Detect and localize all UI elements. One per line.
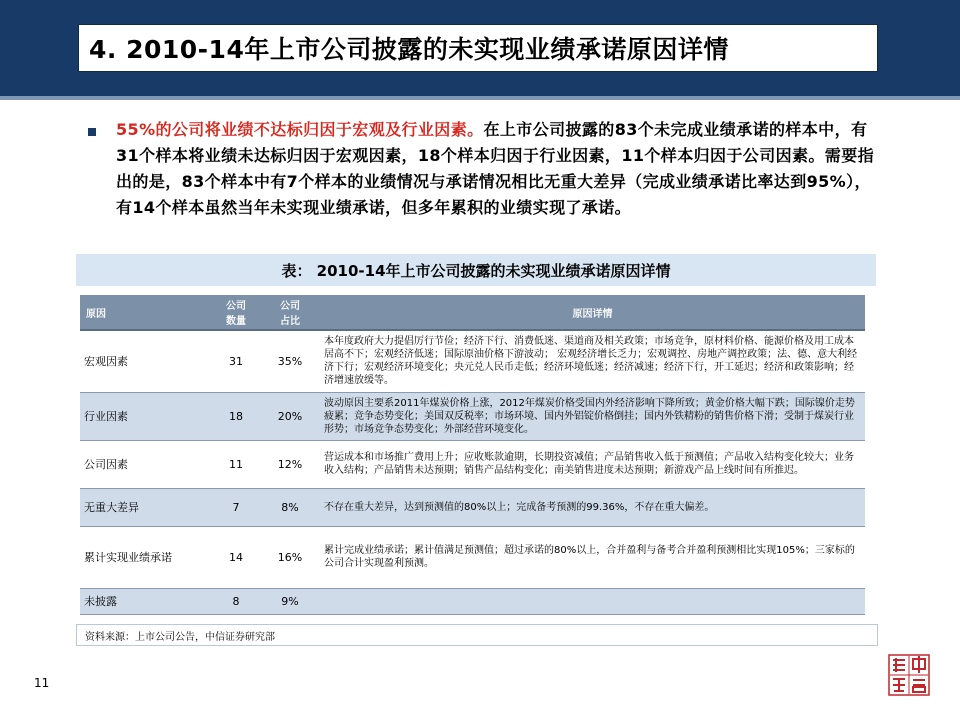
row-reason: 未披露 (80, 588, 212, 614)
row-reason: 行业因素 (80, 392, 212, 440)
header-count-line2: 数量 (226, 316, 246, 327)
table-row (80, 392, 865, 440)
row-detail (320, 588, 865, 614)
row-detail: 波动原因主要系2011年煤炭价格上涨，2012年煤炭价格受国内外经济影响下降所致；黄金价格大幅下跌；国际镍价走势疲累；竞争态势变化；美国双反税率；市场环境、国内外铝锭价格倒挂；国内外铁精粉的销售价格下滑；受制于煤炭行业形势；市场竞争态势变化；外部经营环境变化。 (320, 392, 865, 440)
highlight-sentence: 55%的公司将业绩不达标归因于宏观及行业因素。 (116, 120, 484, 139)
row-count: 7 (212, 488, 260, 526)
header-share-line2: 占比 (280, 316, 300, 327)
row-share: 8% (260, 488, 320, 526)
title-box (78, 24, 878, 72)
row-reason: 宏观因素 (80, 330, 212, 392)
table-row (80, 330, 865, 392)
row-share: 12% (260, 440, 320, 488)
table-header-row (80, 295, 865, 330)
slide-title: 4. 2010-14年上市公司披露的未实现业绩承诺原因详情 (89, 35, 729, 64)
row-count: 14 (212, 526, 260, 588)
row-detail: 营运成本和市场推广费用上升；应收账款逾期，长期投资减值；产品销售收入低于预测值；产品收入结构变化较大；业务收入结构；产品销售未达预期；销售产品结构变化；南美销售进度未达预期；新游戏产品上线时间有所推迟。 (320, 440, 865, 488)
summary-paragraph (116, 117, 876, 221)
row-share: 9% (260, 588, 320, 614)
table-caption: 表： 2010-14年上市公司披露的未实现业绩承诺原因详情 (76, 254, 876, 286)
row-count: 31 (212, 330, 260, 392)
row-share: 16% (260, 526, 320, 588)
row-detail: 累计完成业绩承诺；累计值满足预测值；超过承诺的80%以上，合并盈利与备考合并盈利预测相比实现105%；三家标的公司合计实现盈利预测。 (320, 526, 865, 588)
header-count (212, 295, 260, 330)
row-count: 18 (212, 392, 260, 440)
row-share: 35% (260, 330, 320, 392)
header-reason: 原因 (80, 295, 212, 330)
citic-securities-logo-icon (888, 654, 930, 696)
row-reason: 累计实现业绩承诺 (80, 526, 212, 588)
reasons-table (80, 295, 865, 615)
bullet-square-icon (88, 128, 96, 136)
table-row (80, 526, 865, 588)
row-share: 20% (260, 392, 320, 440)
row-reason: 无重大差异 (80, 488, 212, 526)
header-count-line1: 公司 (226, 301, 246, 312)
table-row (80, 488, 865, 526)
header-share-line1: 公司 (280, 301, 300, 312)
page-number: 11 (34, 676, 50, 690)
row-reason: 公司因素 (80, 440, 212, 488)
table-row (80, 588, 865, 614)
table-row (80, 440, 865, 488)
header-detail: 原因详情 (320, 295, 865, 330)
header-share (260, 295, 320, 330)
body-text: 在上市公司披露的83个未完成业绩承诺的样本中，有31个样本将业绩未达标归因于宏观因素，18个样本归因于行业因素，11个样本归因于公司因素。需要指出的是，83个样本中有7个样本的业绩情况与承诺情况相比无重大差异（完成业绩承诺比率达到95%），有14个样本虽然当年未实现业绩承诺，但多年累积的业绩实现了承诺。 (116, 120, 874, 217)
row-detail: 本年度政府大力提倡厉行节俭；经济下行、消费低迷、渠道商及相关政策；市场竞争，原材料价格、能源价格及用工成本居高不下；宏观经济低迷；国际原油价格下游波动； 宏观经济增长乏力；宏观调控、房地产调控政策；法、德、意大利经济下行；宏观经济环境变化；央元兑人民币走低；经济环境低迷；经济减速；经济下行，开工延迟；经济和政策影响；经济增速放缓等。 (320, 330, 865, 392)
row-detail: 不存在重大差异，达到预测值的80%以上；完成备考预测的99.36%，不存在重大偏差。 (320, 488, 865, 526)
header-stripe (0, 96, 960, 100)
row-count: 8 (212, 588, 260, 614)
source-note: 资料来源：上市公司公告，中信证券研究部 (76, 624, 878, 646)
row-count: 11 (212, 440, 260, 488)
